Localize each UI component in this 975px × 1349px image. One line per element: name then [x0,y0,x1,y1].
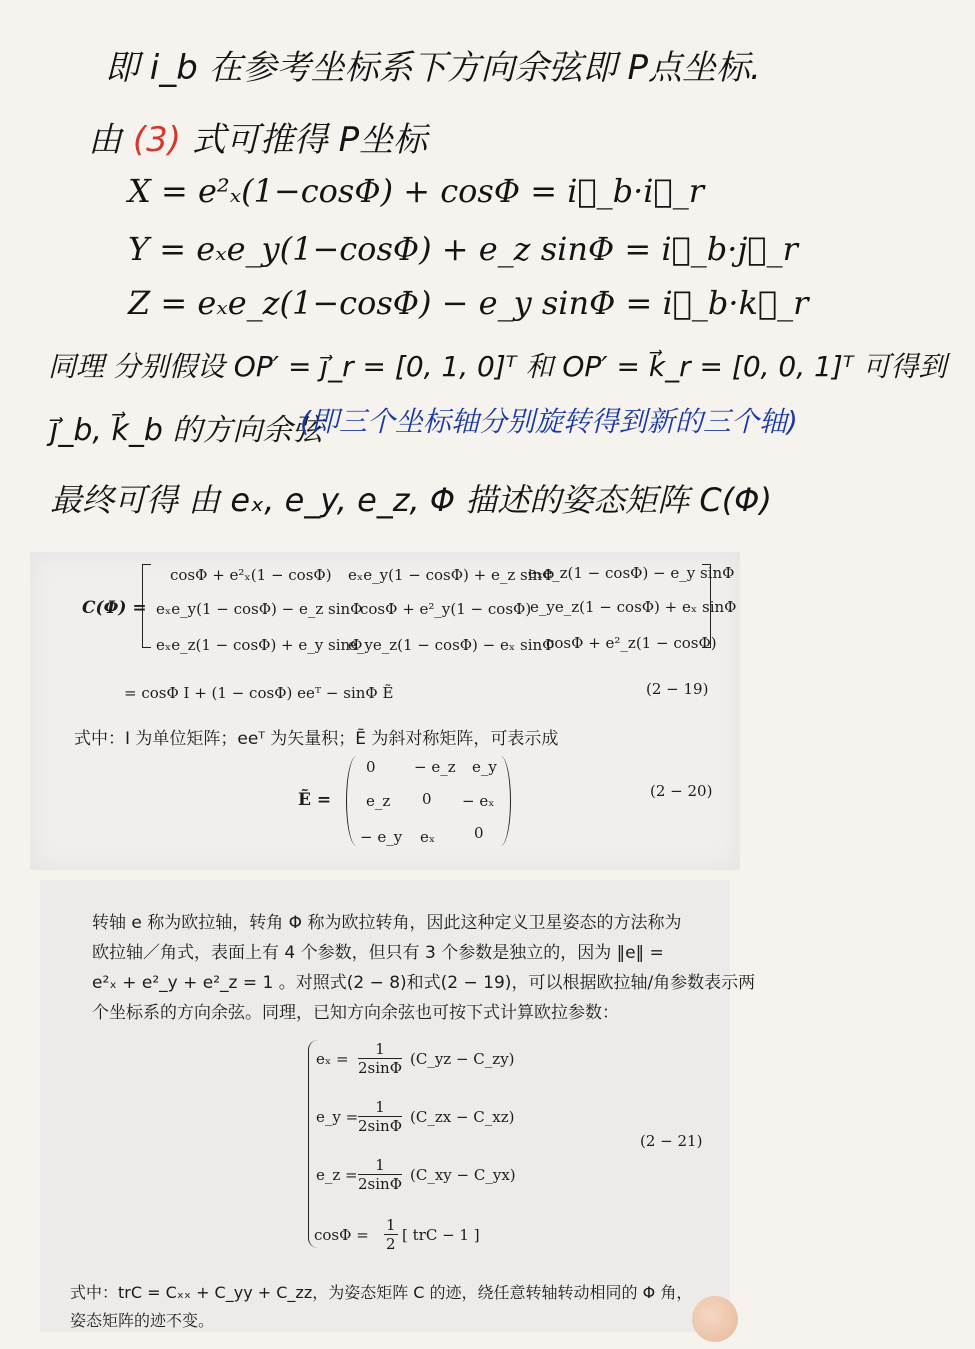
eq-ey-rhs: (C_zx − C_xz) [410,1108,515,1126]
eq-ex-frac [358,1040,402,1077]
finger-shadow [692,1296,738,1342]
footnote-line-1: 式中：trC = Cₓₓ + C_yy + C_zz，为姿态矩阵 C 的迹，绕任意转轴转动相同的 Φ 角， [70,1283,693,1302]
eq-ey-den: 2sinΦ [358,1117,402,1135]
matrix-cell-r1c2: eₓe_y(1 − cosΦ) + e_z sinΦ [348,566,555,584]
matrix-cell-r2c1: eₓe_y(1 − cosΦ) − e_z sinΦ [156,600,363,618]
eq-ex-num: 1 [358,1040,402,1059]
equation-number-2-21: (2 − 21) [640,1132,703,1150]
note-line-7-remark: (即三个坐标轴分别旋转得到新的三个轴) [300,405,798,438]
left-bracket [142,564,151,648]
skew-cell-r2c2: 0 [422,790,432,808]
matrix-cell-r3c2: e_ye_z(1 − cosΦ) − eₓ sinΦ [348,636,555,654]
eq-z: Z = eₓe_z(1−cosΦ) − e_y sinΦ = i⃗_b·k⃗_r [128,284,809,322]
eq-ex-lhs: eₓ = [316,1050,349,1068]
eq-ex-den: 2sinΦ [358,1059,402,1077]
matrix-cell-r3c1: eₓe_z(1 − cosΦ) + e_y sinΦ [156,636,363,654]
note-line-1: 即 i_b 在参考坐标系下方向余弦即 P点坐标. [105,48,761,88]
eq-ez-rhs: (C_xy − C_yx) [410,1166,516,1184]
note-line-2-pre: 由 [88,120,122,160]
note-line-7: j⃗_b, k⃗_b 的方向余弦 [50,413,323,448]
skew-cell-r1c2: − e_z [414,758,456,776]
note-line-2-post: 式可推得 P坐标 [191,120,428,160]
eq-y: Y = eₓe_y(1−cosΦ) + e_z sinΦ = i⃗_b·j⃗_r [128,230,798,268]
eq-cos-frac [384,1216,398,1253]
eq-ey-frac [358,1098,402,1135]
eq-ey-num: 1 [358,1098,402,1117]
matrix-lhs: C(Φ) = [82,598,147,618]
note-line-6: 同理 分别假设 OP′ = j⃗_r = [0, 1, 0]ᵀ 和 OP′ = k⃗_r = [0, 0, 1]ᵀ 可得到 [48,350,947,383]
eq-ez-den: 2sinΦ [358,1175,402,1193]
matrix-cell-r2c2: cosΦ + e²_y(1 − cosΦ) [360,600,532,618]
matrix-cell-r1c1: cosΦ + e²ₓ(1 − cosΦ) [170,566,332,584]
note-line-2 [88,112,427,161]
equation-brace [308,1040,319,1248]
eq-cos-num: 1 [386,1216,396,1234]
matrix-cell-r3c3: cosΦ + e²_z(1 − cosΦ) [546,634,717,652]
skew-cell-r3c2: eₓ [420,828,436,846]
skew-cell-r2c3: − eₓ [462,792,495,810]
skew-cell-r1c3: e_y [472,758,497,776]
eq-cos-den: 2 [386,1235,396,1253]
skew-cell-r2c1: e_z [366,792,391,810]
eq-cos-lhs: cosΦ = [314,1226,369,1244]
skew-matrix-lhs: Ẽ = [298,790,332,810]
matrix-cell-r2c3: e_ye_z(1 − cosΦ) + eₓ sinΦ [530,598,737,616]
para-line-1: 转轴 e 称为欧拉轴，转角 Φ 称为欧拉转角，因此这种定义卫星姿态的方法称为 [92,913,682,933]
eq-cos-rhs: [ trC − 1 ] [402,1226,480,1244]
skew-cell-r3c3: 0 [474,824,484,842]
eq-ez-frac [358,1156,402,1193]
scan-excerpt-matrix [30,552,740,870]
matrix-cell-r1c3: eₓe_z(1 − cosΦ) − e_y sinΦ [528,564,735,582]
matrix-description: 式中：I 为单位矩阵；eeᵀ 为矢量积；Ẽ 为斜对称矩阵，可表示成 [74,729,559,749]
eq-ey-lhs: e_y = [316,1108,359,1126]
matrix-identity-form: = cosΦ I + (1 − cosΦ) eeᵀ − sinΦ Ẽ [124,684,394,702]
eq-ex-rhs: (C_yz − C_zy) [410,1050,515,1068]
para-line-3: e²ₓ + e²_y + e²_z = 1 。对照式(2 − 8)和式(2 − 19)，可以根据欧拉轴/角参数表示两 [92,973,756,993]
eq-ez-lhs: e_z = [316,1166,358,1184]
para-line-2: 欧拉轴／角式，表面上有 4 个参数，但只有 3 个参数是独立的，因为 ‖e‖ = [92,943,664,963]
eq-ez-num: 1 [358,1156,402,1175]
footnote-line-2: 姿态矩阵的迹不变。 [70,1311,215,1330]
equation-number-2-19: (2 − 19) [646,680,709,698]
equation-number-2-20: (2 − 20) [650,782,713,800]
scan-excerpt-euler [40,880,756,1332]
eq-x: X = e²ₓ(1−cosΦ) + cosΦ = i⃗_b·i⃗_r [128,172,705,210]
equation-ref-3: (3) [132,120,181,160]
note-line-8: 最终可得 由 eₓ, e_y, e_z, Φ 描述的姿态矩阵 C(Φ) [50,481,772,519]
para-line-4: 个坐标系的方向余弦。同理，已知方向余弦也可按下式计算欧拉参数： [92,1003,619,1023]
skew-cell-r1c1: 0 [366,758,376,776]
skew-cell-r3c1: − e_y [360,828,403,846]
